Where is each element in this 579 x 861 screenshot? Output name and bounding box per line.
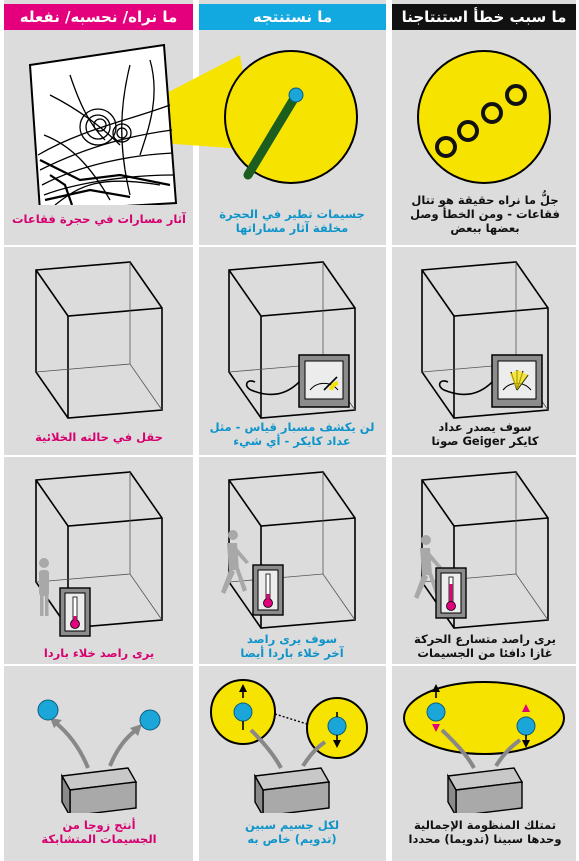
row-divider: [4, 664, 576, 666]
caption-line: بعضها ببعض: [450, 221, 520, 235]
box-with-counter: [203, 250, 381, 425]
box-with-moving-observer: [203, 460, 381, 640]
caption-mistake-1: [396, 193, 574, 235]
wireframe-box: [10, 250, 188, 425]
caption-line: يرى راصد خلاء باردا: [43, 646, 155, 660]
caption-mistake-3: [396, 632, 574, 660]
bubble-chamber-image: [10, 35, 188, 205]
cell-infer-observer: [203, 460, 381, 664]
box-with-thermometer: [10, 460, 188, 640]
caption-line: لن يكشف مسبار قياس - مثل: [209, 420, 375, 434]
cell-see-vacuum: [10, 250, 188, 455]
cell-mistake-system-spin: [396, 668, 574, 861]
caption-see-2: [10, 430, 188, 444]
caption-infer-4: [203, 818, 381, 846]
caption-line: عداد كايكر - أي شيء: [233, 434, 351, 448]
caption-line: وحدها سبينا (تدويما) محددا: [408, 832, 562, 846]
caption-infer-3: [203, 632, 381, 660]
cell-mistake-observer: [396, 460, 574, 664]
caption-line: (تدويم) خاص به: [247, 832, 337, 846]
row-divider: [4, 455, 576, 457]
cell-mistake-bubbles: [396, 35, 574, 245]
combined-system-spin: [396, 668, 574, 813]
caption-line: سوف يصدر عداد: [438, 420, 532, 434]
caption-infer-1: [203, 207, 381, 235]
cell-see-observer: [10, 460, 188, 664]
entangled-pair-source: [10, 668, 188, 813]
cell-infer-particles: [203, 35, 381, 245]
cell-mistake-geiger: [396, 250, 574, 455]
cell-infer-geiger: [203, 250, 381, 455]
caption-see-3: [10, 646, 188, 660]
bubble-sequence-view: [396, 35, 574, 205]
moving-observer-figure: [221, 530, 249, 594]
caption-line: سوف يرى راصد: [246, 632, 338, 646]
cell-see-entangled: [10, 668, 188, 861]
caption-see-4: [10, 818, 188, 846]
caption-line: أنتج زوجا من: [62, 818, 136, 832]
cell-see-bubble-chamber: [10, 35, 188, 245]
caption-line: تمتلك المنظومة الإجمالية: [413, 818, 557, 832]
caption-line: لكل جسيم سبين: [244, 818, 340, 832]
caption-line: آخر خلاء باردا أيضا: [240, 646, 344, 660]
box-with-accelerating-observer: [396, 460, 574, 640]
caption-line: حقل في حالته الخلائية: [35, 430, 163, 444]
caption-line: فقاعات - ومن الخطأ وصل: [410, 207, 560, 221]
caption-mistake-2: [396, 420, 574, 448]
caption-mistake-4: [396, 818, 574, 846]
cell-infer-spins: [203, 668, 381, 861]
caption-line: الجسيمات المتشابكة: [41, 832, 157, 846]
header-see-label: ما نراه/ نحسبه/ نفعله: [19, 8, 178, 26]
observer-figure: [39, 558, 49, 616]
caption-infer-2: [203, 420, 381, 448]
box-with-active-counter: [396, 250, 574, 425]
caption-line: غازا دافئا من الجسيمات: [417, 646, 553, 660]
row-divider: [4, 245, 576, 247]
individual-spin-particles: [203, 668, 381, 813]
caption-line: جلُّ ما نراه حقيقة هو تتال: [411, 193, 559, 207]
caption-see-1: [10, 212, 188, 226]
caption-line: جسيمات تطير في الحجرة: [219, 207, 365, 221]
caption-line: يرى راصد متسارع الحركة: [413, 632, 556, 646]
caption-line: مخلفة آثار مساراتها: [235, 221, 349, 235]
caption-line: آثار مسارات في حجرة فقاعات: [11, 212, 186, 226]
caption-line: كايكر Geiger صوتا: [431, 434, 539, 448]
particle-track-view: [203, 35, 381, 205]
header-infer-label: ما نستنتجه: [252, 8, 333, 26]
header-mistake-label: ما سبب خطأ استنتاجنا: [401, 8, 567, 26]
